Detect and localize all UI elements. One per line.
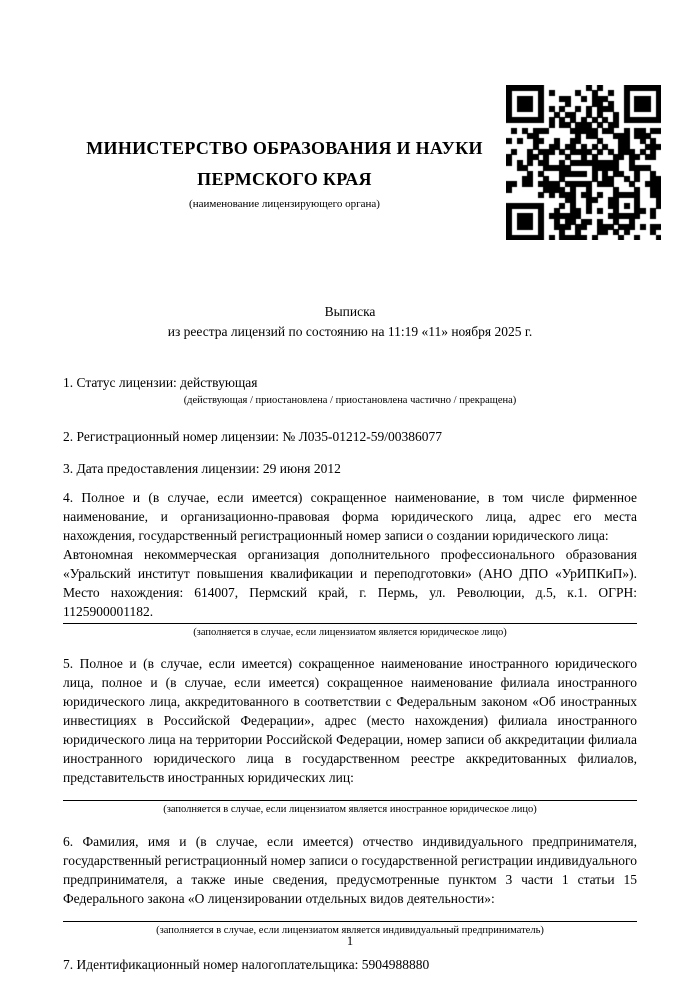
item-individual-entrepreneur	[63, 832, 637, 938]
legal-entity-value-text: Автономная некоммерческая организация дополнительного профессионального образования «Уральский институт повышения квалификации и переподготовки» (АНО ДПО «УрИПКиП»). Место нахождения: 614007, Пермский край, г. Пермь, ул. Революции, д.5, к.1. ОГРН: 1125900001182.	[63, 547, 637, 619]
foreign-legal-entity-caption: (заполняется в случае, если лицензиатом является иностранное юридическое лицо)	[163, 804, 537, 815]
taxpayer-id-text: 7. Идентификационный номер налогоплательщика: 5904988880	[63, 957, 430, 972]
license-grant-date-text: 3. Дата предоставления лицензии: 29 июня 2012	[63, 461, 341, 476]
foreign-legal-entity-statute-text: 5. Полное и (в случае, если имеется) сокращенное наименование иностранного юридического лица, полное и (в случае, если имеется) сокращенное наименование филиала иностранного юридического лица, аккредитованного в соответствии с Федеральным законом «Об иностранных инвестициях в Российской Федерации», адрес (место нахождения) филиала иностранного юридического лица на территории Российской Федерации, номер записи об аккредитации филиала иностранного юридического лица в государственном реестре аккредитованных филиалов, представительств иностранных юридических лиц:	[63, 656, 637, 785]
qr-code-icon	[506, 85, 661, 240]
individual-entrepreneur-statute-text: 6. Фамилия, имя и (в случае, если имеется) отчество индивидуального предпринимателя, государственный регистрационный номер записи о государственной регистрации индивидуального предпринимателя, а также иные сведения, предусмотренные пунктом 3 части 1 статьи 15 Федерального закона «О лицензировании отдельных видов деятельности»:	[63, 834, 637, 906]
document-title-line1: Выписка	[324, 304, 376, 319]
document-body	[0, 373, 700, 974]
legal-entity-caption: (заполняется в случае, если лицензиатом является юридическое лицо)	[193, 627, 507, 638]
item-taxpayer-id	[63, 955, 637, 974]
legal-entity-statute-text: 4. Полное и (в случае, если имеется) сокращенное наименование, в том числе фирменное наименование, и организационно-правовая форма юридического лица, адрес его места нахождения, государственный регистрационный номер записи о создании юридического лица:	[63, 490, 637, 543]
item-license-status	[63, 373, 637, 408]
item-license-grant-date	[63, 459, 637, 478]
foreign-legal-entity-fill-line	[63, 800, 637, 801]
item-foreign-legal-entity	[63, 654, 637, 817]
document-title-line2: из реестра лицензий по состоянию на 11:19 «11» ноября 2025 г.	[167, 324, 533, 339]
item-registration-number	[63, 427, 637, 446]
ministry-name-line1: МИНИСТЕРСТВО ОБРАЗОВАНИЯ И НАУКИ	[86, 138, 483, 158]
legal-entity-fill-line	[63, 623, 637, 624]
licensing-authority-block	[63, 85, 506, 211]
license-status-caption: (действующая / приостановлена / приостановлена частично / прекращена)	[183, 395, 517, 406]
item-legal-entity	[63, 488, 637, 640]
license-status-text: 1. Статус лицензии: действующая	[63, 375, 258, 390]
individual-entrepreneur-fill-line	[63, 921, 637, 922]
document-header	[0, 0, 700, 240]
individual-entrepreneur-caption: (заполняется в случае, если лицензиатом является индивидуальный предприниматель)	[156, 925, 544, 936]
ministry-name-line2: ПЕРМСКОГО КРАЯ	[197, 169, 372, 189]
licensing-authority-caption: (наименование лицензирующего органа)	[189, 198, 380, 210]
document-title	[0, 302, 700, 342]
registration-number-text: 2. Регистрационный номер лицензии: № Л035-01212-59/00386077	[63, 429, 443, 444]
page-number: 1	[346, 934, 354, 948]
